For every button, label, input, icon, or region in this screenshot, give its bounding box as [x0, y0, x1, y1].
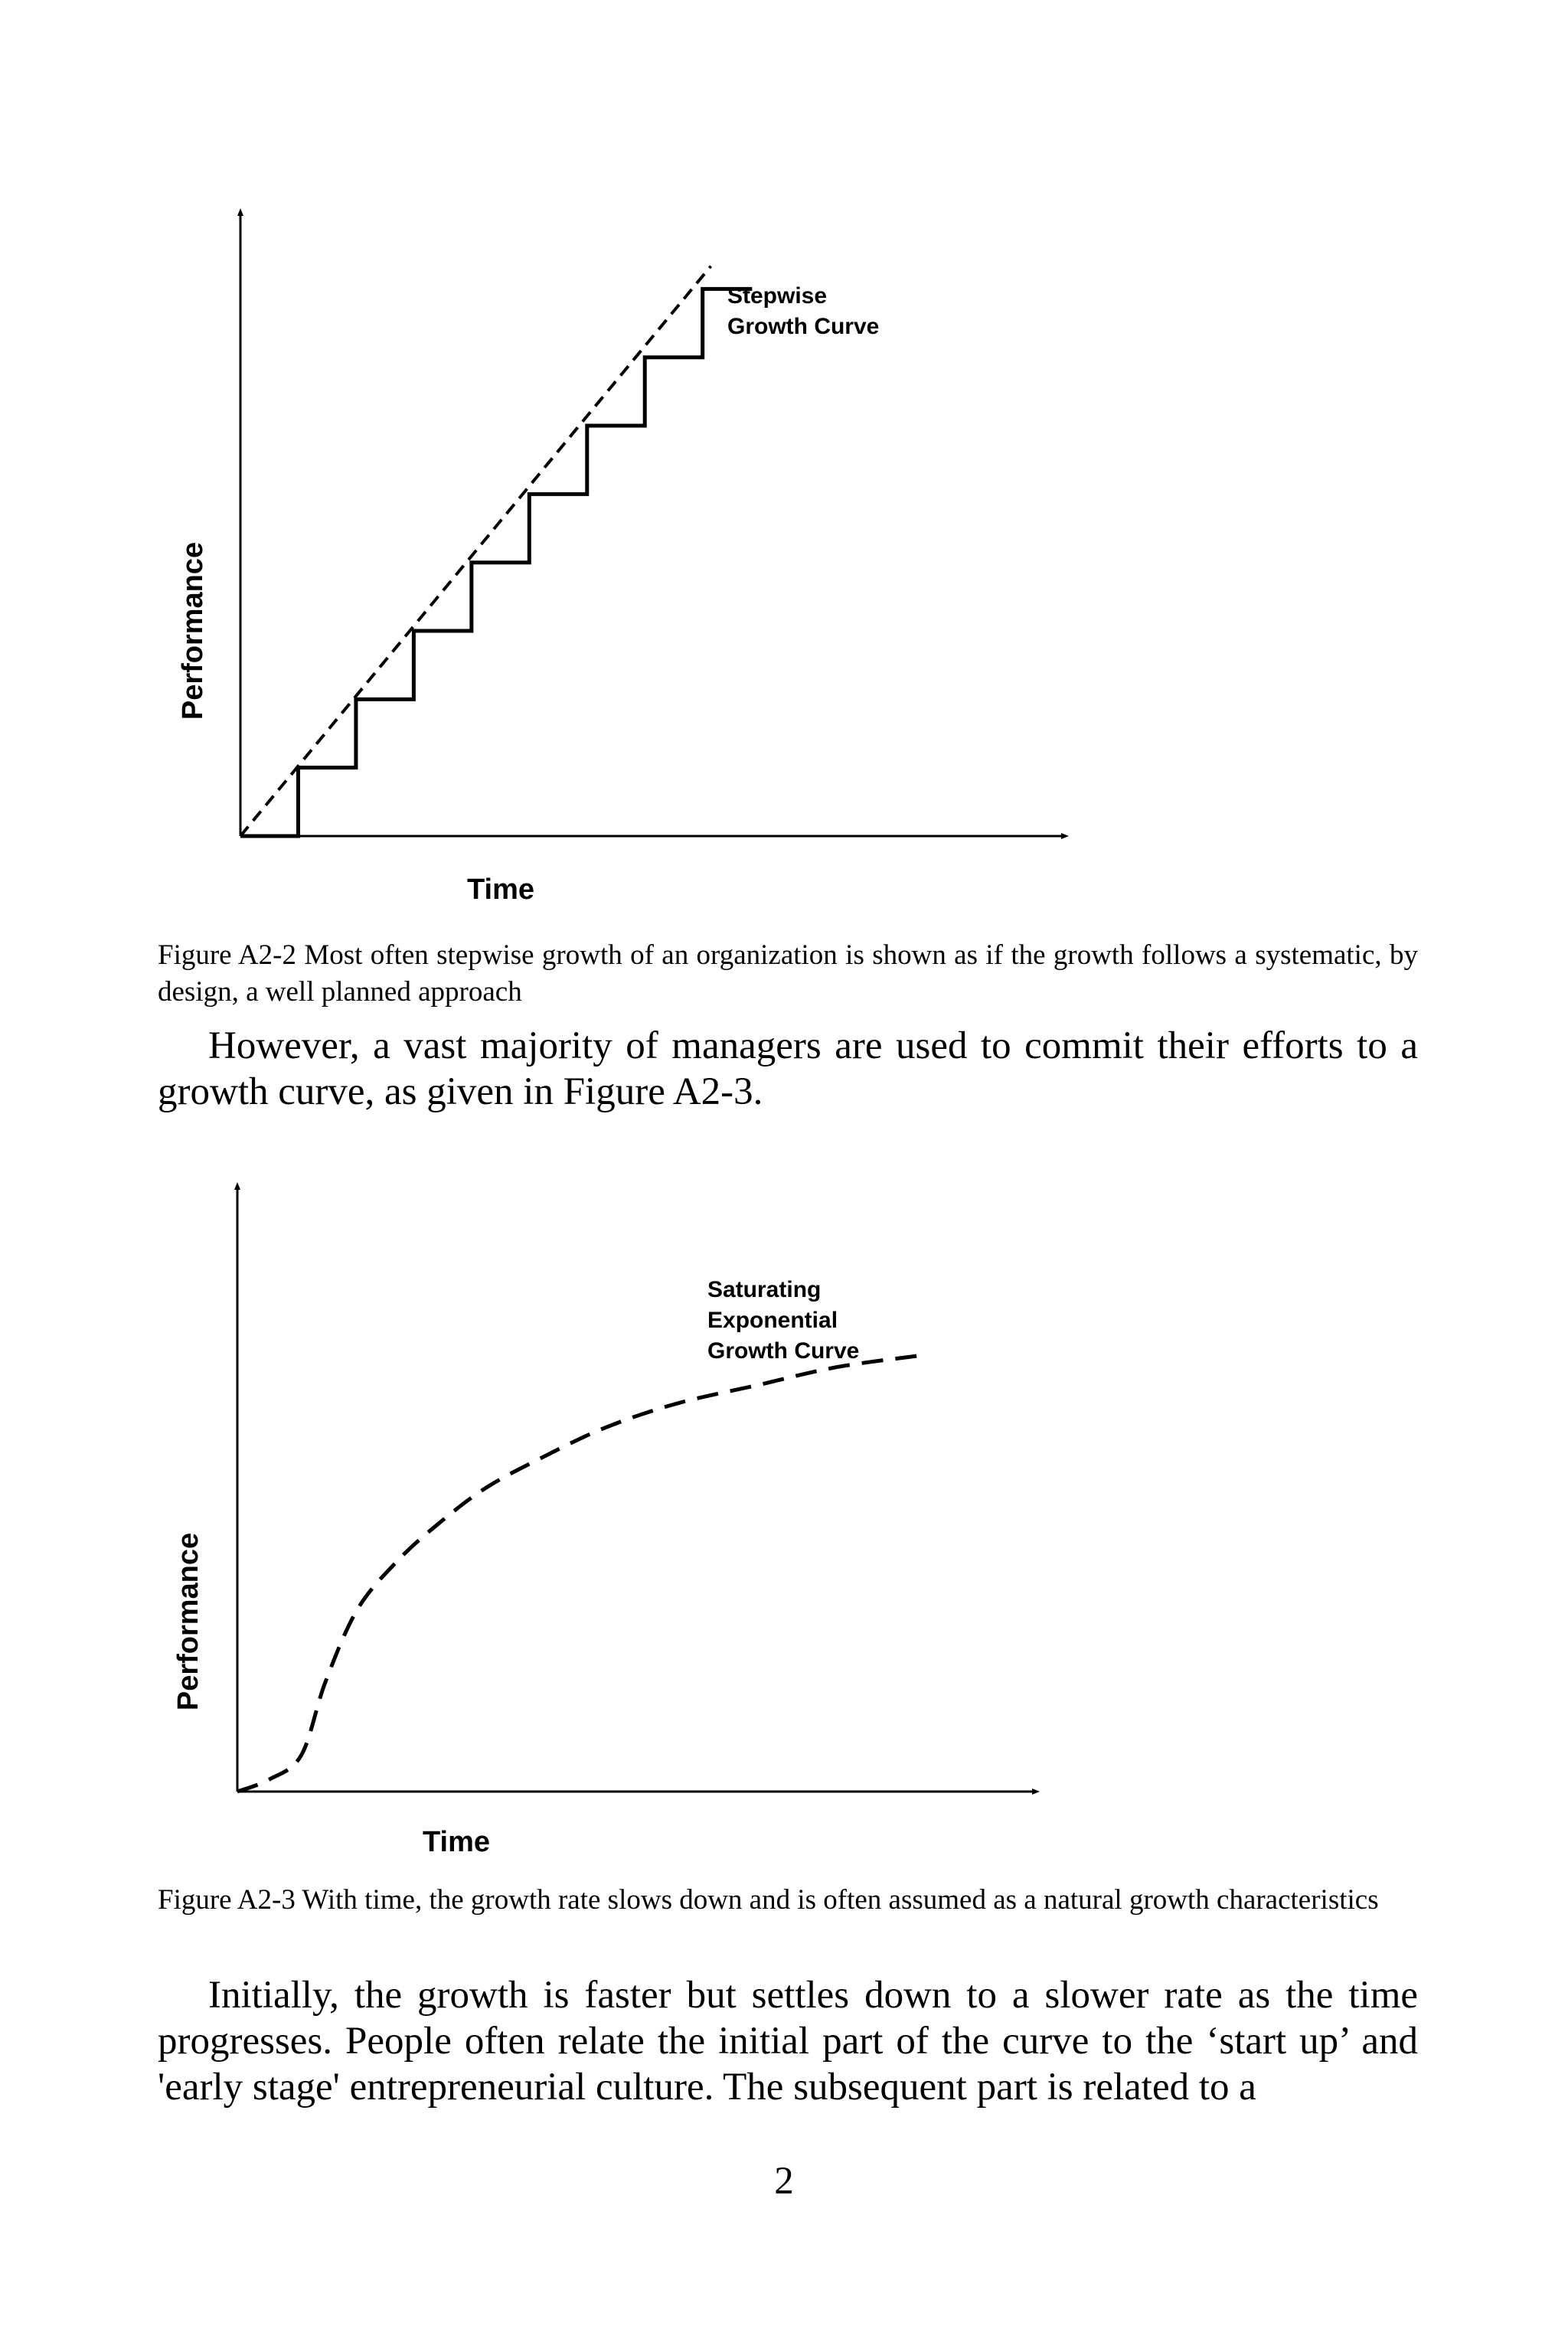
saturating-growth-chart: [0, 1148, 1568, 1975]
curve-annotation-line-2: Growth Curve: [727, 314, 880, 339]
x-axis-label: Time: [467, 874, 535, 906]
figure-a2-3: [0, 1148, 1568, 1975]
y-axis-label: Performance: [177, 541, 209, 720]
saturating-growth-curve: [237, 1355, 925, 1792]
curve-annotation-line-3: Growth Curve: [707, 1338, 860, 1364]
figure-caption: Figure A2-2 Most often stepwise growth of an organization is shown as if the growth follows a systematic, by design, a well planned approach: [158, 939, 1418, 1008]
page-number: 2: [774, 2160, 794, 2203]
curve-annotation-line-2: Exponential: [707, 1308, 838, 1333]
x-axis-label: Time: [423, 1826, 491, 1858]
figure-caption: Figure A2-3 With time, the growth rate slows down and is often assumed as a natural growth characteristics: [158, 1884, 1379, 1916]
curve-annotation-line-1: Saturating: [707, 1277, 822, 1302]
y-axis-label: Performance: [172, 1532, 204, 1711]
figure-a2-2: [0, 0, 1568, 1008]
stepwise-growth-chart: [0, 0, 1568, 988]
curve-annotation-line-1: Stepwise: [727, 283, 828, 309]
linear-trend-line: [240, 266, 710, 836]
body-paragraph-1: However, a vast majority of managers are used to commit their efforts to a growth curve, as given in Figure A2-3.: [158, 1024, 1418, 1113]
body-paragraph-2: Initially, the growth is faster but settles down to a slower rate as the time progresses. People often relate the initial part of the curve to the ‘start up’ and 'early stage' entrepreneurial culture. The subsequent part is related to a: [158, 1974, 1418, 2109]
stepwise-growth-curve: [240, 289, 752, 836]
